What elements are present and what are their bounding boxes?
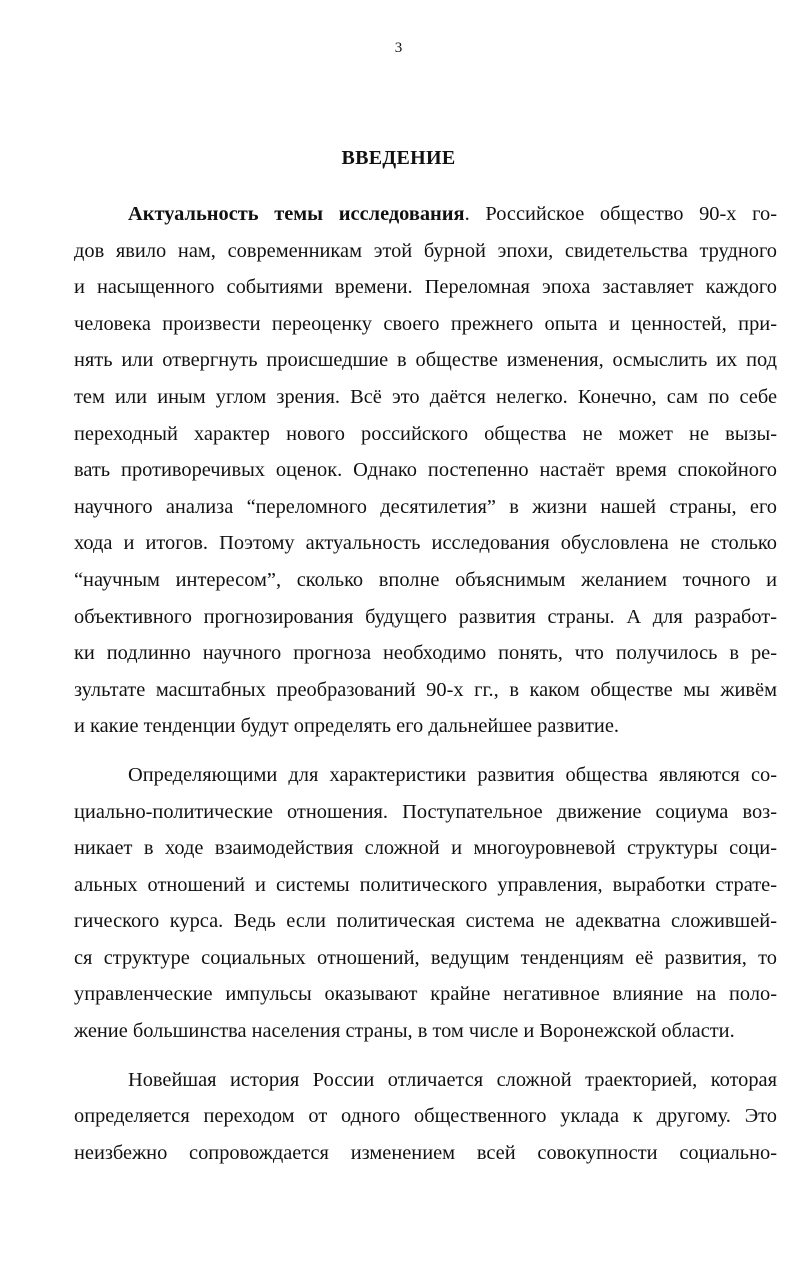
- text-fragment: . Российское общество 90-х го-: [464, 203, 777, 225]
- page-number: 3: [394, 40, 403, 56]
- paragraph-lead: Актуальность темы исследования: [128, 203, 465, 225]
- text-line: ки подлинно научного прогноза необходимо понять, что получилось в ре-: [74, 642, 777, 665]
- text-line: нять или отвергнуть происшедшие в обществе изменения, осмыслить их под: [74, 349, 777, 372]
- paragraph-recent-history: [74, 1062, 777, 1172]
- text-line: и какие тенденции будут определять его дальнейшее развитие.: [74, 715, 619, 738]
- text-line: “научным интересом”, сколько вполне объяснимым желанием точного и: [74, 568, 777, 591]
- text-line: гического курса. Ведь если политическая система не адекватна сложившей-: [74, 910, 777, 933]
- text-line: научного анализа “переломного десятилетия” в жизни нашей страны, его: [74, 495, 777, 518]
- text-line: жение большинства населения страны, в том числе и Воронежской области.: [74, 1020, 735, 1043]
- text-line: определяется переходом от одного общественного уклада к другому. Это: [74, 1105, 777, 1128]
- text-line: хода и итогов. Поэтому актуальность исследования обусловлена не столько: [74, 532, 777, 555]
- paragraph-relevance: [74, 196, 777, 745]
- text-line: и насыщенного событиями времени. Переломная эпоха заставляет каждого: [74, 276, 777, 299]
- text-line: альных отношений и системы политического управления, выработки страте-: [74, 873, 777, 896]
- text-line: тем или иным углом зрения. Всё это даётся нелегко. Конечно, сам по себе: [74, 385, 777, 408]
- text-line: Определяющими для характеристики развития общества являются со-: [128, 763, 777, 786]
- text-line: человека произвести переоценку своего прежнего опыта и ценностей, при-: [74, 312, 777, 335]
- text-line: никает в ходе взаимодействия сложной и многоуровневой структуры соци-: [74, 837, 777, 860]
- paragraph-socio-political: [74, 757, 777, 1050]
- text-line: неизбежно сопровождается изменением всей совокупности социально-: [74, 1141, 777, 1164]
- text-line: Новейшая история России отличается сложной траекторией, которая: [128, 1068, 777, 1091]
- text-line: управленческие импульсы оказывают крайне негативное влияние на поло-: [74, 983, 777, 1006]
- text-line: переходный характер нового российского общества не может не вызы-: [74, 422, 777, 445]
- text-line: дов явило нам, современникам этой бурной эпохи, свидетельства трудного: [74, 239, 777, 262]
- text-line: циально-политические отношения. Поступательное движение социума воз-: [74, 800, 777, 823]
- text-line: объективного прогнозирования будущего развития страны. А для разработ-: [74, 605, 777, 628]
- text-line: [74, 196, 777, 233]
- text-line: ся структуре социальных отношений, ведущим тенденциям её развития, то: [74, 946, 777, 969]
- text-line: зультате масштабных преобразований 90-х гг., в каком обществе мы живём: [74, 678, 777, 701]
- body-text: [74, 196, 777, 1171]
- text-line: вать противоречивых оценок. Однако постепенно настаёт время спокойного: [74, 459, 777, 482]
- section-heading: ВВЕДЕНИЕ: [341, 147, 456, 169]
